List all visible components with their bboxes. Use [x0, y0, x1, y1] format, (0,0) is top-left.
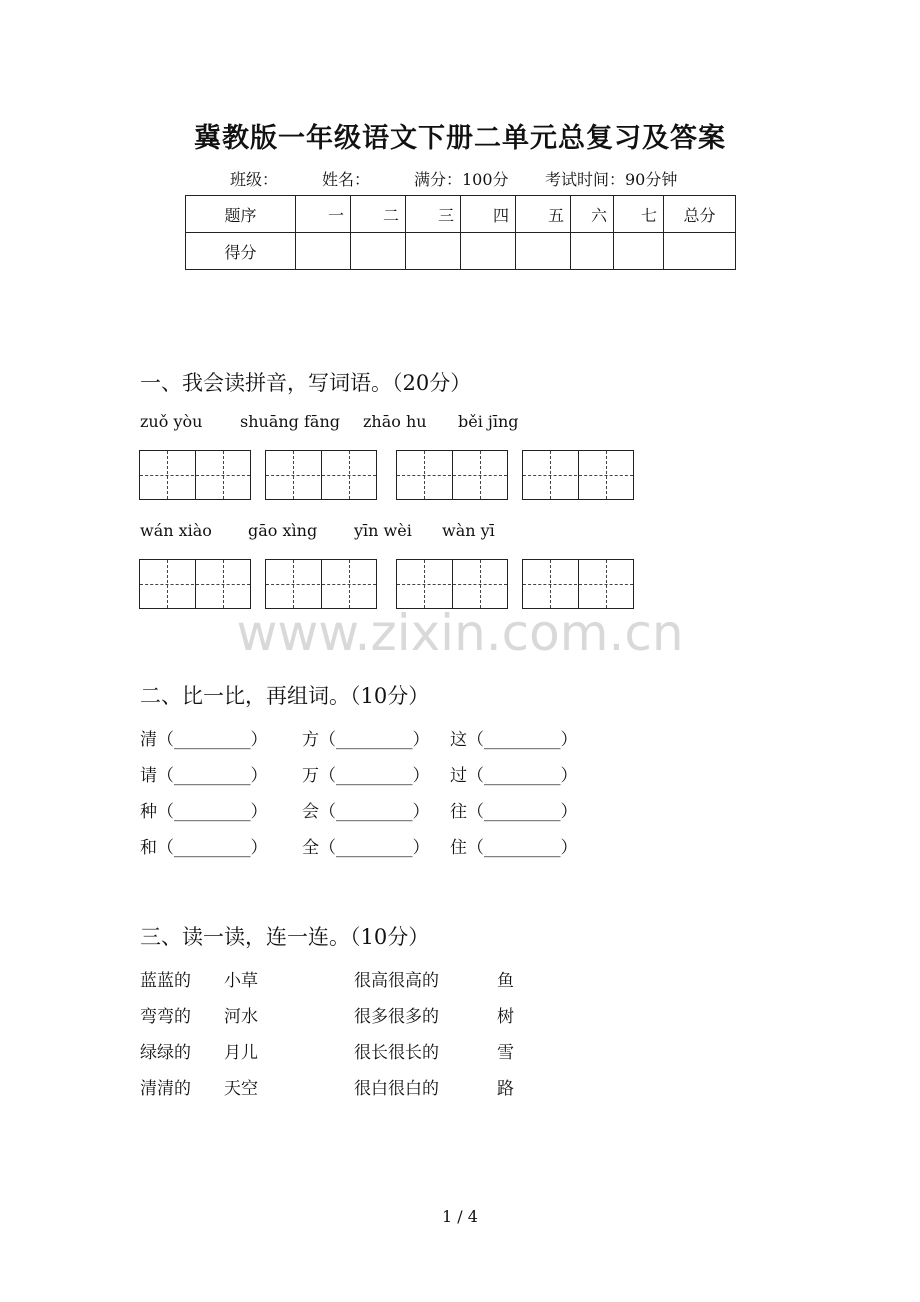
pinyin-label: zuǒ yòu — [140, 412, 203, 431]
table-cell: 总分 — [664, 196, 736, 233]
match-word[interactable]: 天空 — [224, 1079, 258, 1099]
word-blank[interactable]: 往（_________） — [450, 802, 578, 822]
score-input-cell[interactable] — [406, 233, 461, 270]
word-blank[interactable]: 种（_________） — [140, 802, 268, 822]
match-word[interactable]: 弯弯的 — [140, 1007, 191, 1027]
match-word[interactable]: 树 — [497, 1007, 514, 1027]
page-number: 1 / 4 — [442, 1207, 478, 1226]
pinyin-label: wàn yī — [442, 521, 495, 540]
exam-time-label: 考试时间：90分钟 — [545, 170, 678, 189]
writing-grid[interactable] — [396, 559, 508, 609]
match-word[interactable]: 绿绿的 — [140, 1043, 191, 1063]
pinyin-label: wán xiào — [140, 521, 212, 540]
match-word[interactable]: 雪 — [497, 1043, 514, 1063]
table-cell: 七 — [614, 196, 664, 233]
full-score-label: 满分：100分 — [414, 170, 509, 189]
writing-grid[interactable] — [522, 559, 634, 609]
match-word[interactable]: 月儿 — [224, 1043, 258, 1063]
name-label: 姓名： — [322, 170, 371, 189]
word-blank[interactable]: 请（_________） — [140, 766, 268, 786]
match-word[interactable]: 很多很多的 — [354, 1007, 439, 1027]
word-blank[interactable]: 方（_________） — [302, 730, 430, 750]
section-2-heading: 二、比一比，再组词。（10分） — [140, 684, 430, 708]
class-label: 班级： — [230, 170, 279, 189]
word-blank[interactable]: 会（_________） — [302, 802, 430, 822]
table-cell: 三 — [406, 196, 461, 233]
score-table-header-row — [186, 196, 736, 233]
word-blank[interactable]: 住（_________） — [450, 838, 578, 858]
pinyin-label: gāo xìng — [248, 521, 318, 540]
score-input-cell[interactable] — [614, 233, 664, 270]
match-word[interactable]: 鱼 — [497, 971, 514, 991]
section-1-heading: 一、我会读拼音，写词语。（20分） — [140, 371, 472, 395]
pinyin-label: yīn wèi — [354, 521, 412, 540]
table-cell: 二 — [351, 196, 406, 233]
table-cell: 得分 — [186, 233, 296, 270]
match-word[interactable]: 小草 — [224, 971, 258, 991]
score-table-score-row — [186, 233, 736, 270]
writing-grid[interactable] — [139, 450, 251, 500]
match-word[interactable]: 河水 — [224, 1007, 258, 1027]
word-blank[interactable]: 过（_________） — [450, 766, 578, 786]
pinyin-label: zhāo hu — [363, 412, 427, 431]
score-input-cell[interactable] — [461, 233, 516, 270]
page-title: 冀教版一年级语文下册二单元总复习及答案 — [194, 123, 726, 154]
match-word[interactable]: 很白很白的 — [354, 1079, 439, 1099]
writing-grid[interactable] — [265, 559, 377, 609]
pinyin-label: shuāng fāng — [240, 412, 340, 431]
match-word[interactable]: 蓝蓝的 — [140, 971, 191, 991]
match-word[interactable]: 很高很高的 — [354, 971, 439, 991]
writing-grid[interactable] — [522, 450, 634, 500]
table-cell: 题序 — [186, 196, 296, 233]
match-word[interactable]: 路 — [497, 1079, 514, 1099]
score-input-cell[interactable] — [516, 233, 571, 270]
score-table — [185, 195, 736, 270]
writing-grid[interactable] — [139, 559, 251, 609]
table-cell: 五 — [516, 196, 571, 233]
table-cell: 四 — [461, 196, 516, 233]
section-3-heading: 三、读一读，连一连。（10分） — [140, 925, 430, 949]
score-input-cell[interactable] — [571, 233, 614, 270]
writing-grid[interactable] — [265, 450, 377, 500]
pinyin-label: běi jīng — [458, 412, 519, 431]
match-word[interactable]: 很长很长的 — [354, 1043, 439, 1063]
score-input-cell[interactable] — [664, 233, 736, 270]
table-cell: 一 — [296, 196, 351, 233]
word-blank[interactable]: 清（_________） — [140, 730, 268, 750]
watermark: www.zixin.com.cn — [236, 604, 684, 662]
word-blank[interactable]: 全（_________） — [302, 838, 430, 858]
word-blank[interactable]: 这（_________） — [450, 730, 578, 750]
writing-grid[interactable] — [396, 450, 508, 500]
word-blank[interactable]: 万（_________） — [302, 766, 430, 786]
match-word[interactable]: 清清的 — [140, 1079, 191, 1099]
table-cell: 六 — [571, 196, 614, 233]
score-input-cell[interactable] — [351, 233, 406, 270]
word-blank[interactable]: 和（_________） — [140, 838, 268, 858]
score-input-cell[interactable] — [296, 233, 351, 270]
